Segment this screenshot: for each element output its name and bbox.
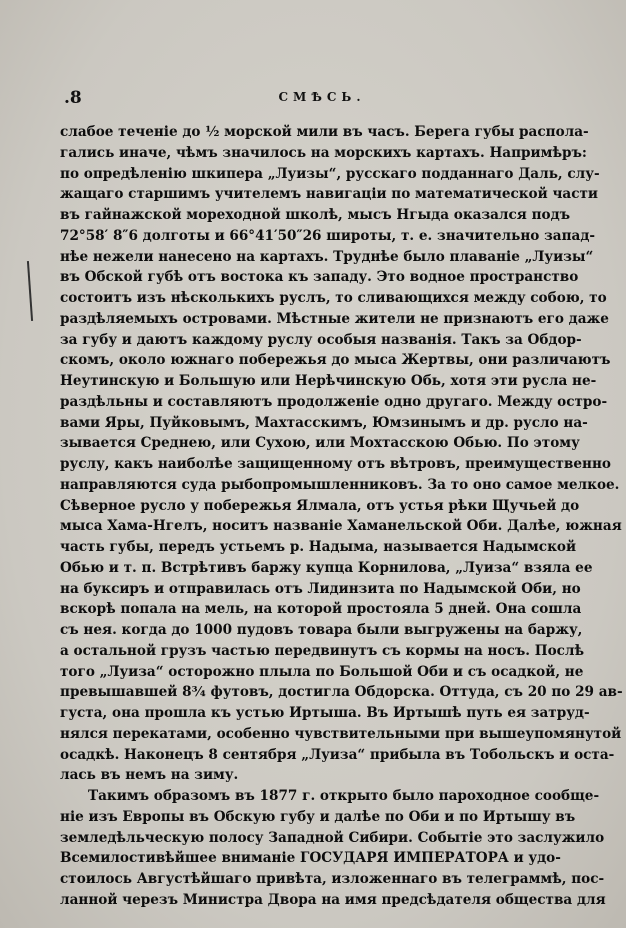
text-line: гались иначе, чѣмъ значилось на морскихъ картахъ. Напримѣръ: (60, 144, 587, 161)
text-line: земледѣльческую полосу Западной Сибири. Событіе это заслужило (60, 829, 605, 846)
text-line: густа, она прошла къ устью Иртыша. Въ Иртышѣ путь ея затруд- (60, 705, 590, 721)
text-line: раздѣляемыхъ островами. Мѣстные жители не признаютъ его даже (60, 310, 609, 327)
text-line: вскорѣ попала на мель, на которой простояла 5 дней. Она сошла (60, 601, 582, 618)
text-line: жащаго старшимъ учителемъ навигаціи по математической части (60, 186, 598, 203)
running-title: СМѢСЬ. (278, 90, 366, 104)
text-line: ніе изъ Европы въ Обскую губу и далѣе по Оби и по Иртышу въ (60, 808, 576, 825)
text-line: Обью и т. п. Встрѣтивъ баржу купца Корнилова, „Луиза“ взяла ее (60, 559, 593, 576)
text-line: вами Яры, Пуйковымъ, Махтасскимъ, Юмзинымъ и др. русло на- (60, 414, 588, 431)
text-line: состоитъ изъ нѣсколькихъ руслъ, то сливающихся между собою, то (60, 290, 607, 306)
text-line: того „Луиза“ осторожно плыла по Большой Оби и съ осадкой, не (60, 663, 584, 680)
text-line: Всемилостивѣйшее вниманіе ГОСУДАРЯ ИМПЕРАТОРА и удо- (60, 850, 561, 867)
text-line: Такимъ образомъ въ 1877 г. открыто было пароходное сообще- (88, 788, 600, 804)
text-line: съ нея. когда до 1000 пудовъ товара были выгружены на баржу, (60, 622, 583, 638)
text-line: въ Обской губѣ отъ востока къ западу. Это водное пространство (60, 269, 579, 286)
text-line: лась въ немъ на зиму. (60, 767, 239, 784)
page-header (52, 88, 592, 112)
text-line: мыса Хама-Нгелъ, носитъ названіе Хаманельской Оби. Далѣе, южная (60, 518, 622, 535)
text-line: слабое теченіе до ½ морской мили въ часъ. Берега губы распола- (60, 124, 589, 140)
text-line: за губу и даютъ каждому руслу особыя названія. Такъ за Обдор- (60, 331, 582, 348)
text-line: скомъ, около южнаго побережья до мыса Жертвы, они различаютъ (60, 352, 611, 369)
text-line: осадкѣ. Наконецъ 8 сентября „Луиза“ прибыла въ Тобольскъ и оста- (60, 746, 615, 763)
text-line: а остальной грузъ частью передвинутъ съ кормы на носъ. Послѣ (60, 642, 585, 659)
body-text (60, 122, 623, 911)
text-line: стоилось Августѣйшаго привѣта, изложеннаго въ телеграммѣ, пос- (60, 871, 605, 887)
text-line: ланной черезъ Министра Двора на имя предсѣдателя общества для (60, 891, 606, 908)
text-line: раздѣльны и составляютъ продолженіе одно другаго. Между остро- (60, 393, 608, 410)
text-line: руслу, какъ наиболѣе защищенному отъ вѣтровъ, преимущественно (60, 456, 611, 472)
page-number: .8 (64, 88, 82, 108)
text-line: въ гайнажской мореходной школѣ, мысъ Нгыда оказался подъ (60, 207, 571, 223)
text-line: Сѣверное русло у побережья Ялмала, отъ устья рѣки Щучьей до (60, 497, 580, 514)
text-line: нѣе нежели нанесено на картахъ. Труднѣе было плаваніе „Луизы“ (60, 248, 594, 265)
text-line: направляются суда рыбопромышленниковъ. За то оно самое мелкое. (60, 476, 620, 493)
text-line: по опредѣленію шкипера „Луизы“, русскаго подданнаго Даль, слу- (60, 165, 600, 182)
text-line: Неутинскую и Большую или Нерѣчинскую Обь, хотя эти русла не- (60, 373, 597, 389)
text-line: зывается Среднею, или Сухою, или Мохтасскою Обью. По этому (60, 435, 580, 452)
text-line: на буксиръ и отправилась отъ Лидинзита по Надымской Оби, но (60, 580, 581, 597)
text-line: часть губы, передъ устьемъ р. Надыма, называется Надымской (60, 539, 577, 555)
text-line: нялся перекатами, особенно чувствительными при вышеупомянутой (60, 725, 622, 742)
text-line: превышавшей 8¾ футовъ, достигла Обдорска. Оттуда, съ 20 по 29 ав- (60, 684, 623, 701)
text-line: 72°58′ 8″6 долготы и 66°41′50″26 широты, т. е. значительно запад- (60, 227, 596, 244)
